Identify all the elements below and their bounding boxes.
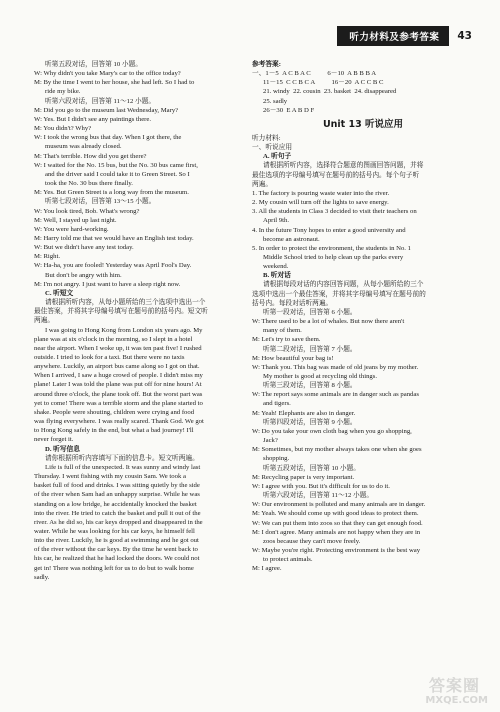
text-line: M: I don't agree. Many animals are not happy when they are in [252,528,421,536]
text-line: M: Did you go to the museum last Wednesday, Mary? [34,106,179,114]
text-line: M: Let's try to save them. [252,336,321,344]
page-number: 43 [457,30,472,42]
text-line: W: Ha-ha, you are fooled! Yesterday was April Fool's Day. [34,262,192,270]
text-line: 请你根据所听内容填写下面的信息卡。短文听两遍。 [45,454,199,462]
text-line: When I arrived, I saw a huge crowd of people. I didn't miss my [34,372,203,380]
answer-line: 一、1－5 A C B A C 6－10 A B B B A [252,70,377,78]
text-line: 请根据所听内容，选择符合题意的图画回答问题，并将 [263,162,424,170]
text-line: his car, he realized that he had locked the doors. We could not [34,555,200,563]
text-line: become an astronaut. [263,235,320,243]
text-line: Jack? [263,437,278,445]
text-line: weekend. [263,263,289,271]
text-line: M: I'm not angry. I just want to have a sleep right now. [34,280,181,288]
text-line: A. 听句子 [263,153,292,161]
listening-material [252,134,474,574]
text-line: 两遍。 [34,317,55,325]
text-line: took the No. 30 bus there finally. [45,180,133,188]
text-line: But don't be angry with him. [45,271,122,279]
text-line: D. 听写信息 [45,445,80,453]
text-line: M: Recycling paper is very important. [252,473,355,481]
text-line: 一、听说应用 [252,144,293,152]
text-line: 2. My cousin will turn off the lights to save energy. [252,199,389,207]
answers-block [252,69,474,115]
text-line: sadly. [34,573,50,581]
text-line: W: I took the wrong bus that day. When I got there, the [34,134,182,142]
text-line: and the driver said I could take it to Green Street. So I [45,170,190,178]
watermark-text: 答案圈 [428,676,480,695]
text-line: W: The report says some animals are in danger such as pandas [252,391,419,399]
text-line: 最佳选项的字母编号填写在题号前的括号内。每个句子听 [252,171,420,179]
text-line: W: I waited for the No. 15 bus, but the No. 30 bus came first, [34,161,198,169]
text-line: 听第七段对话，回答第 13～15 小题。 [45,198,156,206]
text-line: 括号内。每段对话听两遍。 [252,299,333,307]
right-column [252,60,474,573]
text-line: 1. The factory is pouring waste water into the river. [252,189,390,197]
watermark-logo [404,676,494,706]
text-line: shopping. [263,455,290,463]
answer-line: 26－30 E A B D F [263,106,315,114]
text-line: M: Well, I stayed up last night. [34,216,117,224]
watermark-url: MXQE.COM [425,695,488,706]
text-line: anywhere. Luckily, an airport bus came along so I got on that. [34,363,200,371]
text-line: M: Right. [34,253,61,261]
text-line: M: Sometimes, but my mother always takes one when she goes [252,446,422,454]
text-line: was flying everywhere. I was really scared. Thank God. We got [34,418,204,426]
text-line: 听第五段对话，回答第 10 小题。 [263,464,360,472]
text-line: 听第四段对话，回答第 9 小题。 [263,418,357,426]
text-line: Life is full of the unexpected. It was sunny and windy last [45,463,201,471]
text-line: 4. In the future Tony hopes to enter a good university and [252,226,406,234]
text-line: 选项中选出一个最佳答案，并将其字母编号填写在题号前的 [252,290,426,298]
text-line: W: You were hard-working. [34,225,109,233]
text-line: to Hong Kong safely in the end, but what a bad journey! I'll [34,427,194,435]
answer-line: 25. sadly [263,97,288,105]
text-line: 听第六段对话，回答第 11～12 小题。 [45,97,156,105]
text-line: and tigers. [263,400,291,408]
text-line: M: Yeah! Elephants are also in danger. [252,409,356,417]
text-line: I was going to Hong Kong from London six years ago. My [45,326,203,334]
answer-line: 11－15 C C B C A 16－20 A C C B C [263,79,384,87]
text-line: 听第五段对话，回答第 10 小题。 [45,61,142,68]
text-line: water. While he was looking for his car keys, he himself fell [34,527,195,535]
answers-title: 参考答案: [252,61,281,68]
text-line: 请根据每段对话的内容回答问题，从每小题所给的三个 [263,281,424,289]
text-line: M: Harry told me that we would have an English test today. [34,234,194,242]
text-line: Thursday. I went fishing with my cousin Sam. We took a [34,473,186,481]
text-line: into the river. Luckily, he is good at swimming and he got out [34,537,199,545]
text-line: outside. I tried to look for a taxi. But there were no taxis [34,354,185,361]
text-line: 听第六段对话，回答第 11～12 小题。 [263,492,374,500]
text-line: to protect animals. [263,556,313,564]
text-line: museum was already closed. [45,143,122,151]
text-line: many of them. [263,327,302,335]
header-title: 听力材料及参考答案 [337,26,449,46]
text-line: M: By the time I went to her house, she had left. So I had to [34,79,195,87]
text-line: W: There used to be a lot of whales. But now there aren't [252,318,405,326]
text-line: W: Our environment is polluted and many animals are in danger. [252,501,426,509]
text-line: W: Thank you. This bag was made of old jeans by my mother. [252,363,419,371]
text-line: ride my bike. [45,88,81,96]
text-line: never forget it. [34,436,74,444]
text-line: basket full of food and drinks. I was sitting quietly by the side [34,482,200,490]
text-line: get in! There was nothing left for us to do but to walk home [34,564,194,572]
text-line: of the river when Sam had an unhappy surprise. While he was [34,491,200,499]
text-line: W: Do you take your own cloth bag when you go shopping, [252,427,412,435]
text-line: W: But we didn't have any test today. [34,244,134,252]
text-line: 5. In order to protect the environment, the students in No. 1 [252,244,411,252]
text-line: C. 听短文 [45,289,74,297]
text-line: Middle School tried to help clean up the parks every [263,253,404,261]
text-line: W: Yes. But I didn't see any paintings there. [34,115,152,123]
text-line: M: I agree. [252,565,282,573]
text-line: into the river. He tried to catch the basket and pull it out of the [34,509,201,517]
text-line: B. 听对话 [263,272,291,280]
text-line: M: How beautiful your bag is! [252,354,334,362]
text-line: 最佳答案，并将其字母编号填写在题号前的括号内。短文听 [34,308,208,316]
unit-title: Unit 13 听说应用 [322,118,404,130]
text-line: standing on a low bridge, he accidentally knocked the basket [34,500,197,508]
left-column [34,60,256,582]
text-line: W: Why didn't you take Mary's car to the office today? [34,70,181,78]
answer-line: 21. windy 22. cousin 23. basket 24. disappeared [263,88,397,96]
page-header [337,26,472,46]
text-line: W: You look tired, Bob. What's wrong? [34,207,140,215]
text-line: 听第一段对话，回答第 6 小题。 [263,308,357,316]
text-line: My mother is good at recycling old things. [263,373,378,380]
text-line: M: That's terrible. How did you get there? [34,152,147,160]
text-line: plane was at six o'clock in the morning, so I slept in a hotel [34,335,193,343]
text-line: around three o'clock, the plane took off. But the worst part was [34,390,203,398]
text-line: 听第二段对话，回答第 7 小题。 [263,345,357,353]
text-line: M: Yeah. We should come up with good ideas to protect them. [252,510,419,518]
text-line: W: Maybe you're right. Protecting environment is the best way [252,546,421,554]
text-line: M: Yes. But Green Street is a long way from the museum. [34,189,189,197]
text-line: of the river without the car keys. By the time he went back to [34,546,198,554]
text-line: W: We can put them into zoos so that they can get enough food. [252,519,423,527]
text-line: plane! Later I was told the plane was put off for nine hours! At [34,381,202,389]
text-line: river. As he did so, his car keys dropped and disappeared in the [34,518,203,526]
text-line: W: I agree with you. But it's difficult for us to do it. [252,482,390,490]
text-line: 两遍。 [252,180,273,188]
text-line: 听第三段对话，回答第 8 小题。 [263,382,357,390]
text-line: zoos because they can't move freely. [263,537,361,545]
text-line: 3. All the students in Class 3 decided to visit their teachers on [252,208,417,216]
text-line: near the airport. When I woke up, it was ten past five! I rushed [34,344,202,352]
text-line: yet to come! There was a terrible storm and the plane started to [34,399,203,407]
text-line: 请根据所听内容，从每小题所给的三个选项中选出一个 [45,299,206,307]
text-line: M: You didn't? Why? [34,125,92,133]
text-line: shake. People were shouting, children were crying and food [34,408,195,416]
text-line: 听力材料: [252,134,281,142]
text-line: April 9th. [263,217,290,225]
